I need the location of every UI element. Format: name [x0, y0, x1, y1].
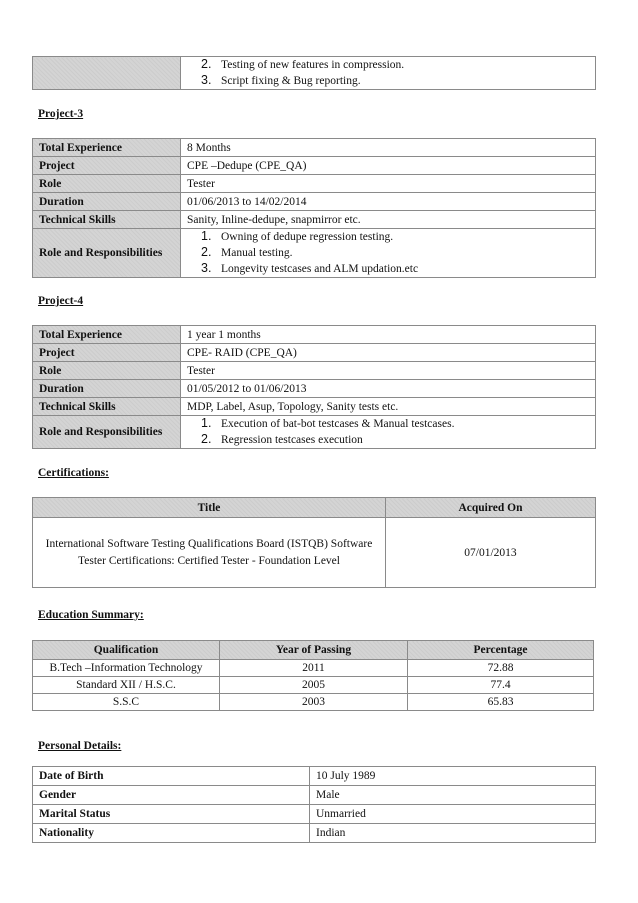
list-text: Testing of new features in compression. [221, 59, 405, 71]
list-text: Regression testcases execution [221, 434, 363, 446]
value-cell: Tester [181, 362, 596, 380]
year-cell: 2003 [220, 694, 408, 711]
list-item [201, 261, 589, 277]
list-text: Execution of bat-bot testcases & Manual testcases. [221, 418, 455, 430]
table-row [33, 694, 594, 711]
table-row [33, 677, 594, 694]
personal-details-table [32, 766, 596, 843]
project-continuation-table [32, 56, 596, 90]
list-item [201, 73, 589, 89]
label-cell: Technical Skills [33, 211, 181, 229]
label-cell: Nationality [33, 824, 310, 843]
value-cell: 1 year 1 months [181, 326, 596, 344]
value-cell: CPE- RAID (CPE_QA) [181, 344, 596, 362]
value-cell: Tester [181, 175, 596, 193]
percentage-cell: 77.4 [408, 677, 594, 694]
label-cell: Role and Responsibilities [33, 229, 181, 278]
label-cell: Marital Status [33, 805, 310, 824]
percentage-cell: 72.88 [408, 660, 594, 677]
project4-heading: Project-4 [38, 295, 84, 307]
list-item [201, 229, 589, 245]
value-cell: Indian [310, 824, 596, 843]
list-number: 1. [201, 229, 212, 243]
continuation-list [187, 57, 589, 89]
list-item [201, 57, 589, 73]
certification-title-line2: Tester Certifications: Certified Tester - Foundation Level [78, 554, 340, 567]
certifications-table [32, 497, 596, 588]
col-header-title: Title [33, 498, 386, 518]
value-cell: CPE –Dedupe (CPE_QA) [181, 157, 596, 175]
certifications-heading: Certifications: [38, 467, 109, 479]
list-text: Script fixing & Bug reporting. [221, 75, 361, 87]
label-cell: Date of Birth [33, 767, 310, 786]
list-number: 2. [201, 432, 212, 446]
qualification-cell: B.Tech –Information Technology [33, 660, 220, 677]
label-cell: Duration [33, 380, 181, 398]
responsibilities-list [187, 416, 589, 448]
label-cell: Role [33, 362, 181, 380]
value-cell: Male [310, 786, 596, 805]
list-number: 2. [201, 57, 212, 71]
list-item [201, 245, 589, 261]
label-cell: Gender [33, 786, 310, 805]
list-text: Longevity testcases and ALM updation.etc [221, 263, 419, 275]
list-number: 3. [201, 73, 212, 87]
list-number: 3. [201, 261, 212, 275]
table-row [33, 660, 594, 677]
responsibilities-cell [181, 416, 596, 449]
value-cell: 10 July 1989 [310, 767, 596, 786]
label-cell: Project [33, 157, 181, 175]
list-text: Manual testing. [221, 247, 293, 259]
label-cell: Total Experience [33, 139, 181, 157]
education-heading: Education Summary: [38, 609, 144, 621]
qualification-cell: Standard XII / H.S.C. [33, 677, 220, 694]
value-cell: Sanity, Inline-dedupe, snapmirror etc. [181, 211, 596, 229]
list-number: 2. [201, 245, 212, 259]
col-header-percentage: Percentage [408, 641, 594, 660]
project4-table [32, 325, 596, 449]
label-cell: Role [33, 175, 181, 193]
label-cell: Duration [33, 193, 181, 211]
list-item [201, 432, 589, 448]
project3-heading: Project-3 [38, 108, 84, 120]
responsibilities-list [187, 229, 589, 277]
list-item [201, 416, 589, 432]
label-cell: Role and Responsibilities [33, 416, 181, 449]
year-cell: 2011 [220, 660, 408, 677]
col-header-acquired: Acquired On [386, 498, 596, 518]
value-cell: 8 Months [181, 139, 596, 157]
qualification-cell: S.S.C [33, 694, 220, 711]
percentage-cell: 65.83 [408, 694, 594, 711]
value-cell: MDP, Label, Asup, Topology, Sanity tests etc. [181, 398, 596, 416]
value-cell: 01/06/2013 to 14/02/2014 [181, 193, 596, 211]
certification-title-cell [33, 518, 386, 588]
value-cell: 01/05/2012 to 01/06/2013 [181, 380, 596, 398]
responsibilities-cell [181, 229, 596, 278]
list-text: Owning of dedupe regression testing. [221, 231, 394, 243]
col-header-qualification: Qualification [33, 641, 220, 660]
continuation-label-cell [33, 57, 181, 90]
education-table [32, 640, 594, 711]
personal-heading: Personal Details: [38, 740, 122, 752]
continuation-list-cell [181, 57, 596, 90]
label-cell: Technical Skills [33, 398, 181, 416]
col-header-year: Year of Passing [220, 641, 408, 660]
project3-table [32, 138, 596, 278]
year-cell: 2005 [220, 677, 408, 694]
label-cell: Project [33, 344, 181, 362]
label-cell: Total Experience [33, 326, 181, 344]
value-cell: Unmarried [310, 805, 596, 824]
list-number: 1. [201, 416, 212, 430]
certification-acquired-cell: 07/01/2013 [386, 518, 596, 588]
certification-title-line1: International Software Testing Qualifications Board (ISTQB) Software [45, 537, 373, 550]
